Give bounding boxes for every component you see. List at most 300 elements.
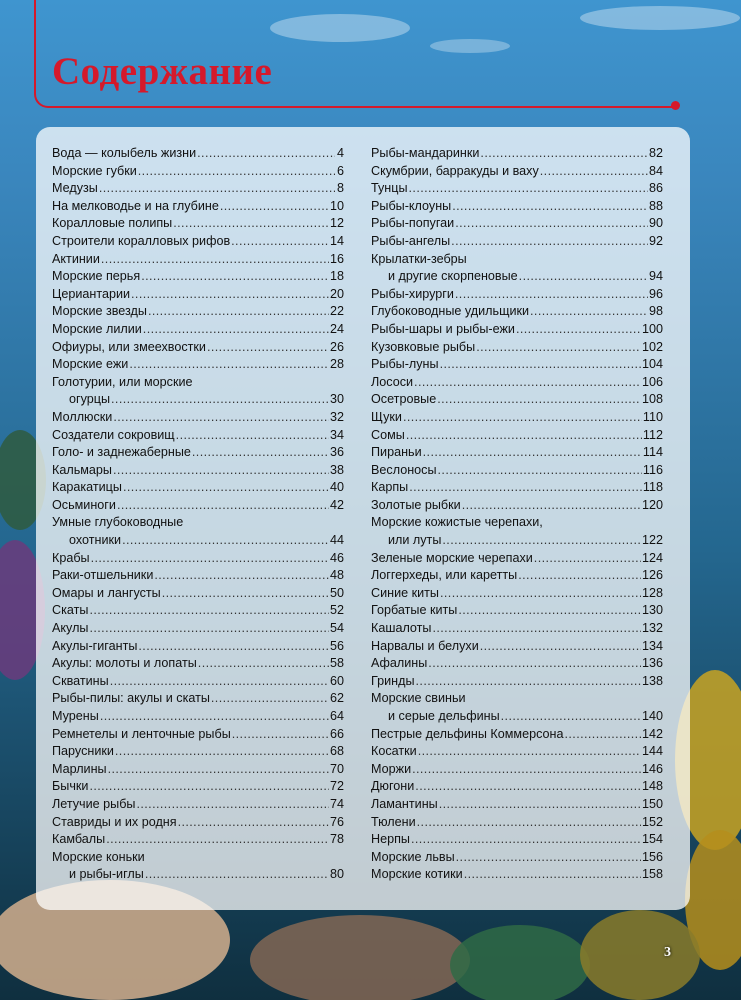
toc-entry-line bbox=[371, 286, 663, 304]
toc-entry-line bbox=[52, 743, 344, 761]
toc-entry-line bbox=[371, 778, 663, 796]
toc-entry[interactable] bbox=[52, 286, 344, 304]
toc-entry[interactable] bbox=[52, 303, 344, 321]
toc-entry-line bbox=[52, 268, 344, 286]
toc-entry-line bbox=[52, 444, 344, 462]
dot-leader bbox=[143, 321, 329, 339]
toc-entry-title: Осетровые bbox=[371, 392, 437, 407]
toc-entry-line bbox=[371, 198, 663, 216]
toc-entry[interactable] bbox=[52, 339, 344, 357]
toc-page-number: 34 bbox=[329, 427, 344, 442]
toc-entry[interactable] bbox=[52, 585, 344, 603]
dot-leader bbox=[138, 163, 335, 181]
toc-entry-line bbox=[52, 778, 344, 796]
toc-entry-title: Рыбы-клоуны bbox=[371, 198, 452, 213]
toc-page-number: 42 bbox=[329, 497, 344, 512]
dot-leader bbox=[414, 374, 641, 392]
toc-entry[interactable] bbox=[371, 462, 663, 480]
toc-entry-title: Пираньи bbox=[371, 445, 422, 460]
toc-entry[interactable] bbox=[52, 831, 344, 849]
dot-leader bbox=[432, 620, 641, 638]
dot-leader bbox=[232, 726, 329, 744]
toc-entry-line bbox=[371, 708, 663, 726]
toc-page-number: 50 bbox=[329, 585, 344, 600]
toc-entry-title: Офиуры, или змеехвостки bbox=[52, 339, 206, 354]
toc-entry-line bbox=[52, 251, 344, 269]
toc-entry[interactable] bbox=[371, 550, 663, 568]
toc-page-number: 30 bbox=[329, 392, 344, 407]
dot-leader bbox=[231, 233, 329, 251]
toc-entry-title: Коралловые полипы bbox=[52, 216, 173, 231]
dot-leader bbox=[148, 303, 329, 321]
toc-page-number: 146 bbox=[641, 761, 663, 776]
toc-entry[interactable] bbox=[52, 778, 344, 796]
dot-leader bbox=[89, 778, 329, 796]
toc-entry-title: Глубоководные удильщики bbox=[371, 304, 530, 319]
dot-leader bbox=[462, 497, 641, 515]
toc-entry-title: Ставриды и их родня bbox=[52, 814, 177, 829]
dot-leader bbox=[122, 532, 329, 550]
toc-entry-line bbox=[371, 796, 663, 814]
toc-entry[interactable] bbox=[371, 321, 663, 339]
dot-leader bbox=[129, 356, 329, 374]
toc-entry-line bbox=[52, 866, 344, 884]
toc-page-number: 4 bbox=[336, 146, 344, 160]
toc-page-number: 70 bbox=[329, 761, 344, 776]
toc-entry-line bbox=[371, 444, 663, 462]
toc-entry-line bbox=[52, 462, 344, 480]
dot-leader bbox=[145, 866, 329, 884]
toc-entry[interactable] bbox=[52, 690, 344, 708]
toc-entry[interactable] bbox=[52, 743, 344, 761]
toc-entry-line bbox=[52, 303, 344, 321]
toc-entry[interactable] bbox=[371, 180, 663, 198]
toc-page-number: 78 bbox=[329, 832, 344, 847]
toc-entry[interactable] bbox=[52, 251, 344, 269]
toc-entry[interactable] bbox=[52, 497, 344, 515]
dot-leader bbox=[406, 427, 642, 445]
toc-entry-line bbox=[52, 761, 344, 779]
toc-entry[interactable] bbox=[52, 145, 344, 163]
toc-page-number: 66 bbox=[329, 726, 344, 741]
toc-entry-title: Парусники bbox=[52, 744, 114, 759]
toc-entry[interactable] bbox=[371, 849, 663, 867]
toc-entry[interactable] bbox=[371, 303, 663, 321]
toc-entry-line bbox=[52, 673, 344, 691]
toc-entry[interactable] bbox=[371, 602, 663, 620]
toc-entry[interactable] bbox=[52, 673, 344, 691]
toc-entry-title: Гринды bbox=[371, 673, 415, 688]
toc-entry-title: Рыбы-луны bbox=[371, 357, 439, 372]
toc-entry[interactable] bbox=[371, 726, 663, 744]
toc-entry-line bbox=[52, 180, 344, 198]
toc-entry-title: Мурены bbox=[52, 709, 99, 723]
toc-entry[interactable] bbox=[52, 374, 344, 409]
toc-page-number: 40 bbox=[329, 480, 344, 495]
dot-leader bbox=[211, 690, 329, 708]
toc-entry-title: Лососи bbox=[371, 374, 414, 389]
toc-entry[interactable] bbox=[371, 233, 663, 251]
toc-entry-title: Скумбрии, барракуды и ваху bbox=[371, 163, 539, 178]
toc-page-number: 132 bbox=[641, 621, 663, 636]
toc-entry[interactable] bbox=[52, 215, 344, 233]
toc-entry[interactable] bbox=[52, 602, 344, 620]
toc-page-number: 126 bbox=[641, 568, 663, 583]
toc-entry[interactable] bbox=[52, 567, 344, 585]
toc-entry-line bbox=[52, 321, 344, 339]
dot-leader bbox=[440, 585, 641, 603]
toc-entry[interactable] bbox=[371, 391, 663, 409]
toc-entry-title: Актинии bbox=[52, 251, 100, 266]
dot-leader bbox=[440, 356, 641, 374]
toc-entry[interactable] bbox=[52, 514, 344, 549]
toc-entry-title: Ремнетелы и ленточные рыбы bbox=[52, 726, 231, 741]
dot-leader bbox=[115, 743, 329, 761]
toc-entry-line bbox=[52, 690, 344, 708]
toc-entry-line bbox=[371, 726, 663, 744]
toc-entry-line bbox=[371, 356, 663, 374]
toc-page-number: 86 bbox=[648, 181, 663, 196]
toc-entry-line bbox=[371, 163, 663, 181]
toc-entry-line bbox=[371, 602, 663, 620]
toc-entry-line bbox=[371, 497, 663, 515]
toc-entry-line bbox=[52, 602, 344, 620]
toc-entry[interactable] bbox=[52, 638, 344, 656]
dot-leader bbox=[416, 673, 641, 691]
toc-entry-line bbox=[52, 655, 344, 673]
toc-entry[interactable] bbox=[371, 374, 663, 392]
toc-entry-title: Омары и лангусты bbox=[52, 585, 161, 600]
toc-entry[interactable] bbox=[371, 339, 663, 357]
toc-page-number: 112 bbox=[642, 427, 663, 442]
toc-entry-title: охотники bbox=[69, 533, 122, 548]
toc-page-number: 56 bbox=[329, 638, 344, 653]
toc-entry-line bbox=[371, 374, 663, 392]
toc-page-number: 104 bbox=[641, 357, 663, 372]
toc-entry-title: огурцы bbox=[69, 392, 111, 407]
toc-entry[interactable] bbox=[52, 444, 344, 462]
toc-entry-title: и рыбы-иглы bbox=[69, 867, 144, 882]
toc-entry-title: Раки-отшельники bbox=[52, 568, 154, 583]
toc-entry-line bbox=[52, 567, 344, 585]
dot-leader bbox=[403, 409, 642, 427]
toc-entry[interactable] bbox=[371, 163, 663, 181]
toc-entry-line bbox=[52, 514, 344, 532]
toc-entry-line bbox=[371, 233, 663, 251]
toc-entry-line bbox=[52, 215, 344, 233]
toc-entry-line bbox=[52, 497, 344, 515]
dot-leader bbox=[89, 620, 329, 638]
dot-leader bbox=[176, 427, 329, 445]
toc-entry-title: Морские звезды bbox=[52, 304, 147, 319]
toc-entry-title: Голотурии, или морские bbox=[52, 374, 193, 389]
dot-leader bbox=[113, 409, 329, 427]
toc-entry-title: Морские губки bbox=[52, 163, 137, 178]
toc-entry-line bbox=[371, 849, 663, 867]
toc-entry-line bbox=[52, 374, 344, 392]
toc-page-number: 12 bbox=[329, 216, 344, 231]
dot-leader bbox=[173, 215, 329, 233]
toc-entry-line bbox=[371, 427, 663, 445]
toc-entry-line bbox=[371, 215, 663, 233]
toc-page-number: 102 bbox=[641, 339, 663, 354]
toc-entry[interactable] bbox=[371, 567, 663, 585]
toc-entry[interactable] bbox=[371, 145, 663, 163]
toc-entry[interactable] bbox=[371, 585, 663, 603]
dot-leader bbox=[501, 708, 641, 726]
dot-leader bbox=[178, 814, 329, 832]
toc-entry-title: Нерпы bbox=[371, 832, 410, 847]
toc-entry[interactable] bbox=[52, 356, 344, 374]
toc-page-number: 118 bbox=[642, 480, 663, 495]
toc-entry[interactable] bbox=[371, 690, 663, 725]
toc-entry[interactable] bbox=[371, 198, 663, 216]
dot-leader bbox=[91, 550, 329, 568]
toc-page-number: 22 bbox=[329, 304, 344, 319]
toc-entry[interactable] bbox=[52, 849, 344, 884]
toc-entry-line bbox=[371, 479, 663, 497]
toc-page-number: 72 bbox=[329, 779, 344, 794]
toc-page-number: 58 bbox=[329, 656, 344, 671]
dot-leader bbox=[534, 550, 641, 568]
toc-entry[interactable] bbox=[371, 497, 663, 515]
toc-entry[interactable] bbox=[371, 427, 663, 445]
toc-entry-line bbox=[371, 761, 663, 779]
toc-entry-line bbox=[371, 532, 663, 550]
dot-leader bbox=[518, 567, 641, 585]
toc-page-number: 14 bbox=[329, 233, 344, 248]
toc-entry[interactable] bbox=[371, 444, 663, 462]
toc-page-number: 18 bbox=[329, 269, 344, 284]
toc-page-number: 128 bbox=[641, 585, 663, 600]
toc-entry-line bbox=[371, 620, 663, 638]
toc-entry[interactable] bbox=[371, 866, 663, 884]
toc-entry-title: Дюгони bbox=[371, 779, 415, 794]
toc-entry-line bbox=[371, 462, 663, 480]
dot-leader bbox=[452, 198, 648, 216]
toc-entry-line bbox=[371, 831, 663, 849]
toc-entry-title: Сомы bbox=[371, 427, 405, 442]
dot-leader bbox=[456, 849, 641, 867]
dot-leader bbox=[464, 866, 641, 884]
toc-entry-line bbox=[371, 743, 663, 761]
toc-page-number: 28 bbox=[329, 357, 344, 372]
toc-entry[interactable] bbox=[52, 462, 344, 480]
toc-entry[interactable] bbox=[371, 251, 663, 286]
dot-leader bbox=[154, 567, 329, 585]
toc-entry-title: Летучие рыбы bbox=[52, 796, 136, 811]
toc-page-number: 134 bbox=[641, 638, 663, 653]
toc-entry-title: Создатели сокровищ bbox=[52, 427, 175, 442]
toc-page-number: 110 bbox=[642, 409, 663, 424]
toc-entry-title: Кашалоты bbox=[371, 621, 432, 636]
toc-page-number: 140 bbox=[641, 709, 663, 723]
toc-entry-title: На мелководье и на глубине bbox=[52, 198, 219, 213]
toc-entry-title: Бычки bbox=[52, 779, 89, 794]
toc-entry-title: Морские львы bbox=[371, 849, 455, 864]
toc-page-number: 68 bbox=[329, 744, 344, 759]
dot-leader bbox=[106, 831, 329, 849]
toc-entry[interactable] bbox=[371, 479, 663, 497]
toc-entry-title: Морские ежи bbox=[52, 357, 129, 372]
toc-entry[interactable] bbox=[371, 778, 663, 796]
toc-page-number: 148 bbox=[641, 779, 663, 794]
toc-entry-line bbox=[371, 514, 663, 532]
toc-entry[interactable] bbox=[52, 163, 344, 181]
dot-leader bbox=[100, 708, 329, 726]
toc-entry-title: Рыбы-попугаи bbox=[371, 216, 455, 231]
toc-entry-title: Карпы bbox=[371, 480, 409, 495]
toc-entry[interactable] bbox=[52, 427, 344, 445]
page-title: Содержание bbox=[52, 50, 273, 93]
toc-entry-line bbox=[371, 145, 663, 163]
toc-entry-title: Логгерхеды, или каретты bbox=[371, 568, 518, 583]
dot-leader bbox=[136, 796, 329, 814]
toc-page-number: 114 bbox=[642, 445, 663, 460]
toc-entry[interactable] bbox=[371, 831, 663, 849]
toc-entry-line bbox=[371, 268, 663, 286]
toc-page-number: 98 bbox=[648, 304, 663, 319]
toc-entry-line bbox=[52, 233, 344, 251]
toc-entry-title: Моржи bbox=[371, 761, 412, 776]
toc-entry-line bbox=[52, 479, 344, 497]
toc-entry[interactable] bbox=[52, 655, 344, 673]
toc-entry[interactable] bbox=[371, 514, 663, 549]
toc-entry[interactable] bbox=[371, 814, 663, 832]
dot-leader bbox=[476, 339, 641, 357]
toc-entry-title: Щуки bbox=[371, 409, 402, 424]
page-number: 3 bbox=[664, 945, 671, 960]
toc-entry[interactable] bbox=[52, 409, 344, 427]
toc-entry[interactable] bbox=[52, 814, 344, 832]
dot-leader bbox=[455, 215, 648, 233]
toc-entry-title: Осьминоги bbox=[52, 497, 116, 512]
toc-entry[interactable] bbox=[371, 796, 663, 814]
toc-entry[interactable] bbox=[52, 761, 344, 779]
toc-entry-title: и другие скорпеновые bbox=[388, 269, 518, 284]
toc-entry-title: Морские перья bbox=[52, 269, 141, 284]
toc-page-number: 62 bbox=[329, 691, 344, 706]
dot-leader bbox=[123, 479, 329, 497]
toc-entry-title: Крабы bbox=[52, 550, 90, 565]
toc-entry-line bbox=[371, 567, 663, 585]
dot-leader bbox=[197, 145, 335, 163]
toc-entry[interactable] bbox=[371, 655, 663, 673]
toc-entry-line bbox=[371, 251, 663, 269]
toc-entry-title: Рыбы-хирурги bbox=[371, 286, 454, 301]
toc-entry-line bbox=[52, 163, 344, 181]
toc-entry-title: Морские свиньи bbox=[371, 691, 466, 706]
toc-entry-line bbox=[52, 145, 344, 163]
toc-entry-line bbox=[52, 831, 344, 849]
dot-leader bbox=[198, 655, 329, 673]
dot-leader bbox=[417, 814, 641, 832]
dot-leader bbox=[89, 602, 329, 620]
toc-entry-title: Акулы-гиганты bbox=[52, 638, 138, 653]
dot-leader bbox=[480, 638, 641, 656]
toc-entry[interactable] bbox=[52, 233, 344, 251]
dot-leader bbox=[162, 585, 329, 603]
toc-entry[interactable] bbox=[371, 409, 663, 427]
toc-entry-title: Медузы bbox=[52, 181, 98, 196]
toc-entry-title: Рыбы-ангелы bbox=[371, 233, 451, 248]
toc-entry[interactable] bbox=[371, 215, 663, 233]
dot-leader bbox=[519, 268, 648, 286]
toc-entry[interactable] bbox=[52, 726, 344, 744]
dot-leader bbox=[455, 286, 648, 304]
toc-entry-line bbox=[52, 550, 344, 568]
toc-page-number: 156 bbox=[641, 849, 663, 864]
dot-leader bbox=[111, 391, 329, 409]
toc-entry-title: Строители коралловых рифов bbox=[52, 233, 231, 248]
dot-leader bbox=[530, 303, 648, 321]
toc-entry-title: Рыбы-мандаринки bbox=[371, 146, 480, 160]
toc-entry[interactable] bbox=[371, 638, 663, 656]
toc-entry-line bbox=[371, 638, 663, 656]
dot-leader bbox=[428, 655, 641, 673]
toc-page-number: 144 bbox=[641, 744, 663, 759]
toc-entry[interactable] bbox=[371, 286, 663, 304]
toc-entry-line bbox=[371, 690, 663, 708]
toc-entry-line bbox=[371, 409, 663, 427]
toc-entry-title: Кузовковые рыбы bbox=[371, 339, 476, 354]
toc-entry-line bbox=[52, 427, 344, 445]
toc-entry[interactable] bbox=[52, 550, 344, 568]
toc-page-number: 38 bbox=[329, 462, 344, 477]
toc-entry[interactable] bbox=[52, 321, 344, 339]
dot-leader bbox=[411, 831, 641, 849]
dot-leader bbox=[192, 444, 329, 462]
toc-entry-title: Вода — колыбель жизни bbox=[52, 146, 197, 160]
toc-page-number: 138 bbox=[641, 673, 663, 688]
toc-entry-title: Золотые рыбки bbox=[371, 497, 461, 512]
dot-leader bbox=[442, 532, 641, 550]
toc-page-number: 106 bbox=[641, 374, 663, 389]
dot-leader bbox=[458, 602, 641, 620]
toc-entry-title: Камбалы bbox=[52, 832, 106, 847]
dot-leader bbox=[110, 673, 329, 691]
toc-entry[interactable] bbox=[52, 198, 344, 216]
toc-entry-title: Афалины bbox=[371, 656, 428, 671]
toc-entry[interactable] bbox=[371, 356, 663, 374]
dot-leader bbox=[438, 462, 642, 480]
toc-page-number: 122 bbox=[641, 533, 663, 548]
toc-entry-title: Акулы bbox=[52, 621, 89, 636]
toc-entry[interactable] bbox=[52, 708, 344, 726]
toc-entry[interactable] bbox=[52, 620, 344, 638]
toc-entry-title: или луты bbox=[388, 533, 442, 548]
dot-leader bbox=[141, 268, 329, 286]
dot-leader bbox=[220, 198, 329, 216]
toc-entry[interactable] bbox=[52, 479, 344, 497]
toc-entry-title: Голо- и заднежаберные bbox=[52, 445, 191, 460]
toc-entry[interactable] bbox=[371, 743, 663, 761]
toc-entry[interactable] bbox=[371, 620, 663, 638]
toc-entry[interactable] bbox=[371, 761, 663, 779]
toc-entry-line bbox=[52, 286, 344, 304]
toc-page-number: 142 bbox=[641, 726, 663, 741]
toc-page-number: 152 bbox=[641, 814, 663, 829]
toc-entry[interactable] bbox=[52, 796, 344, 814]
toc-entry[interactable] bbox=[52, 180, 344, 198]
toc-entry-line bbox=[371, 814, 663, 832]
toc-entry[interactable] bbox=[52, 268, 344, 286]
toc-entry-title: Скватины bbox=[52, 673, 109, 688]
dot-leader bbox=[409, 479, 642, 497]
toc-page-number: 36 bbox=[329, 445, 344, 460]
toc-entry-title: Скаты bbox=[52, 603, 89, 618]
toc-entry[interactable] bbox=[371, 673, 663, 691]
